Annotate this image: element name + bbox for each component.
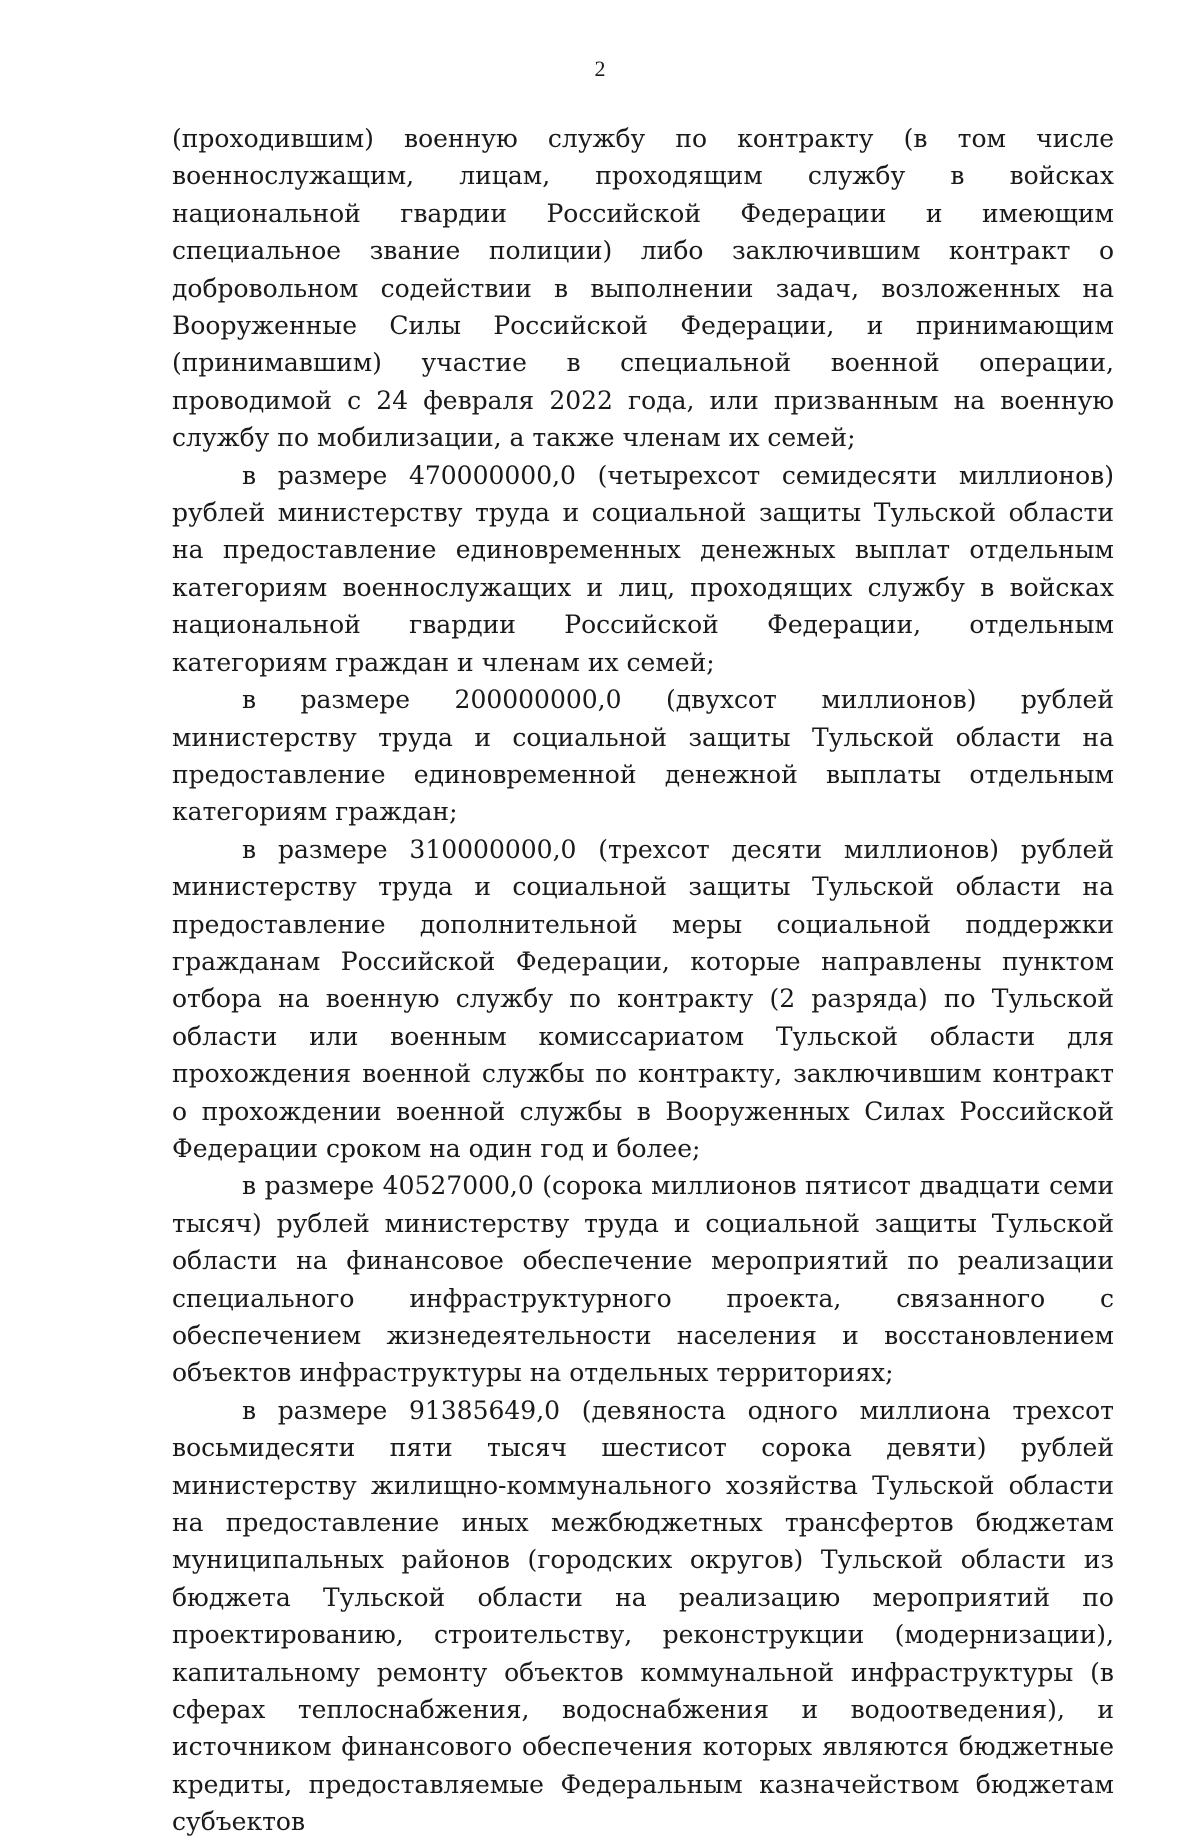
paragraph-allocation-91m: в размере 91385649,0 (девяноста одного миллиона трехсот восьмидесяти пяти тысяч шестисот сорока девяти) рублей министерству жилищно-коммунального хозяйства Тульской области на предоставление иных межбюджетных трансфертов бюджетам муниципальных районов (городских округов) Тульской области из бюджета Тульской области на реализацию мероприятий по проектированию, строительству, реконструкции (модернизации), капитальному ремонту объектов коммунальной инфраструктуры (в сферах теплоснабжения, водоснабжения и водоотведения), и источником финансового обеспечения которых являются бюджетные кредиты, предоставляемые Федеральным казначейством бюджетам субъектов <box>172 1395 1114 1837</box>
paragraph-allocation-200m: в размере 200000000,0 (двухсот миллионов) рублей министерству труда и социальной защиты Тульской области на предоставление единовременной денежной выплаты отдельным категориям граждан; <box>172 685 1114 827</box>
paragraph-allocation-310m: в размере 310000000,0 (трехсот десяти миллионов) рублей министерству труда и социальной защиты Тульской области на предоставление дополнительной меры социальной поддержки гражданам Российской Федерации, которые направлены пунктом отбора на военную службу по контракту (2 разряда) по Тульской области или военным комиссариатом Тульской области для прохождения военной службы по контракту, заключившим контракт о прохождении военной службы в Вооруженных Силах Российской Федерации сроком на один год и более; <box>172 834 1114 1163</box>
page-number: 2 <box>594 56 606 81</box>
paragraph-allocation-40m: в размере 40527000,0 (сорока миллионов пятисот двадцати семи тысяч) рублей министерству труда и социальной защиты Тульской области на финансовое обеспечение мероприятий по реализации специального инфраструктурного проекта, связанного с обеспечением жизнедеятельности населения и восстановлением объектов инфраструктуры на отдельных территориях; <box>172 1171 1114 1388</box>
document-body <box>172 120 1114 1841</box>
paragraph-allocation-470m: в размере 470000000,0 (четырехсот семидесяти миллионов) рублей министерству труда и социальной защиты Тульской области на предоставление единовременных денежных выплат отдельным категориям военнослужащих и лиц, проходящих службу в войсках национальной гвардии Российской Федерации, отдельным категориям граждан и членам их семей; <box>172 460 1114 677</box>
paragraph-continuation: (проходившим) военную службу по контракту (в том числе военнослужащим, лицам, проходящим службу в войсках национальной гвардии Российской Федерации и имеющим специальное звание полиции) либо заключившим контракт о добровольном содействии в выполнении задач, возложенных на Вооруженные Силы Российской Федерации, и принимающим (принимавшим) участие в специальной военной операции, проводимой с 24 февраля 2022 года, или призванным на военную службу по мобилизации, а также членам их семей; <box>172 124 1114 453</box>
